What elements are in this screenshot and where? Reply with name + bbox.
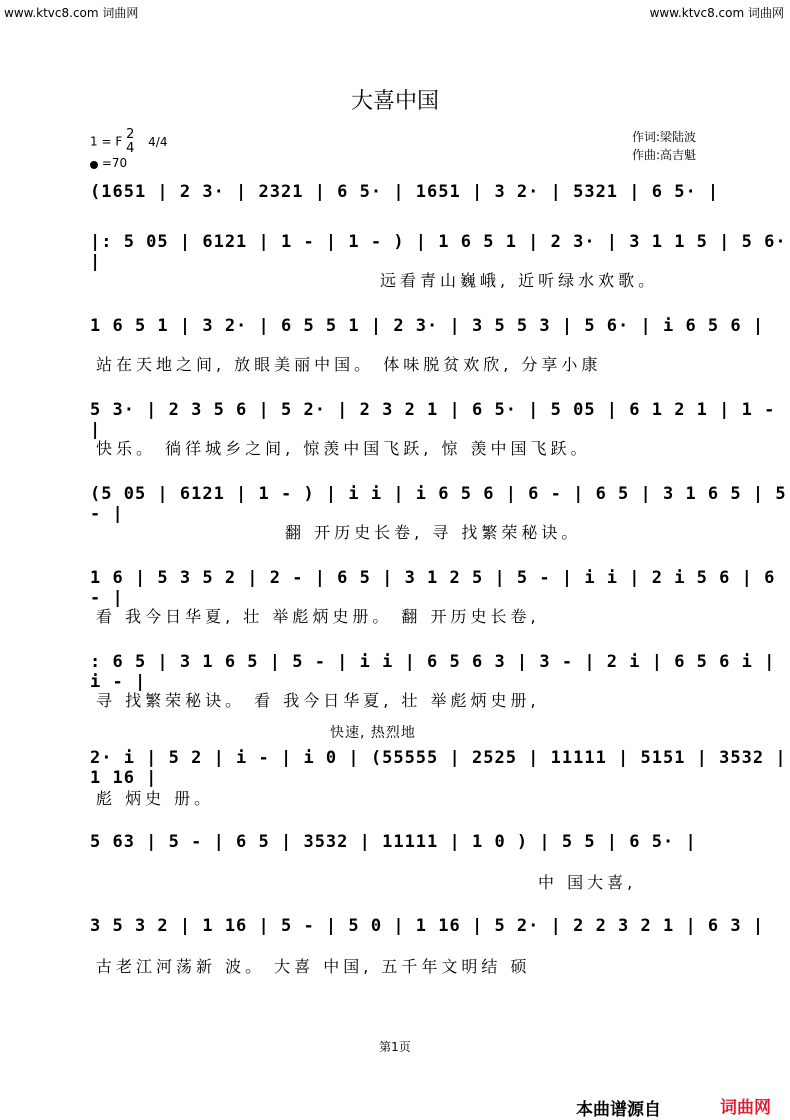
source-label: 本曲谱源自 xyxy=(576,1100,661,1120)
lyric-line-4: 快乐。 徜徉城乡之间, 惊羡中国飞跃, 惊 羡中国飞跃。 xyxy=(96,439,591,458)
score-line-1: (1651 | 2 3· | 2321 | 6 5· | 1651 | 3 2· | 5321 | 6 5· | xyxy=(90,182,720,202)
quarter-note-icon xyxy=(90,161,98,169)
tempo-marking xyxy=(90,156,127,170)
lyricist-credit: 作词:梁陆波 xyxy=(632,130,697,144)
lyric-line-8: 彪 炳史 册。 xyxy=(96,789,215,808)
site-watermark-right: www.ktvc8.com 词曲网 xyxy=(649,6,784,20)
lyric-line-7: 寻 找繁荣秘诀。 看 我今日华夏, 壮 举彪炳史册, xyxy=(96,691,540,710)
key-label: 1 = F xyxy=(90,134,123,149)
score-line-3: 1 6 5 1 | 3 2· | 6 5 5 1 | 2 3· | 3 5 5 3 | 5 6· | i 6 5 6 | xyxy=(90,316,765,336)
tempo-value: =70 xyxy=(101,156,128,170)
page-number: 第1页 xyxy=(379,1040,411,1054)
score-line-4: 5 3· | 2 3 5 6 | 5 2· | 2 3 2 1 | 6 5· | 5 05 | 6 1 2 1 | 1 - | xyxy=(90,400,776,440)
score-line-8: 2· i | 5 2 | i - | i 0 | (55555 | 2525 | 11111 | 5151 | 3532 | 1 16 | xyxy=(90,748,787,788)
score-line-9: 5 63 | 5 - | 6 5 | 3532 | 11111 | 1 0 ) | 5 5 | 6 5· | xyxy=(90,832,697,852)
song-title: 大喜中国 xyxy=(350,89,439,114)
time-denominator: 4 xyxy=(126,141,135,156)
score-line-10: 3 5 3 2 | 1 16 | 5 - | 5 0 | 1 16 | 5 2· | 2 2 3 2 1 | 6 3 | xyxy=(90,916,765,936)
score-line-2: |: 5 05 | 6121 | 1 - | 1 - ) | 1 6 5 1 | 2 3· | 3 1 1 5 | 5 6· | xyxy=(90,232,787,272)
key-signature xyxy=(90,128,167,156)
lyric-line-10: 古老江河荡新 波。 大喜 中国, 五千年文明结 硕 xyxy=(96,957,531,976)
lyric-line-6: 看 我今日华夏, 壮 举彪炳史册。 翻 开历史长卷, xyxy=(96,607,540,626)
score-line-6: 1 6 | 5 3 5 2 | 2 - | 6 5 | 3 1 2 5 | 5 - | i i | 2 i 5 6 | 6 - | xyxy=(90,568,776,608)
time-signature xyxy=(126,128,134,156)
score-line-5: (5 05 | 6121 | 1 - ) | i i | i 6 5 6 | 6 - | 6 5 | 3 1 6 5 | 5 - | xyxy=(90,484,787,524)
site-logo[interactable]: 词曲网 xyxy=(720,1098,771,1118)
lyric-line-3: 站在天地之间, 放眼美丽中国。 体味脱贫欢欣, 分享小康 xyxy=(96,355,602,374)
lyric-line-2: 远看青山巍峨, 近听绿水欢歌。 xyxy=(380,271,659,290)
composer-credit: 作曲:高吉魁 xyxy=(632,148,697,162)
lyric-line-5: 翻 开历史长卷, 寻 找繁荣秘诀。 xyxy=(285,523,582,542)
time-signature-alt: 4/4 xyxy=(148,134,168,149)
site-watermark-left: www.ktvc8.com 词曲网 xyxy=(4,6,139,20)
tempo-direction: 快速, 热烈地 xyxy=(330,725,416,741)
time-numerator: 2 xyxy=(126,127,135,142)
score-line-7: : 6 5 | 3 1 6 5 | 5 - | i i | 6 5 6 3 | 3 - | 2 i | 6 5 6 i | i - | xyxy=(90,652,776,692)
lyric-line-9: 中 国大喜, xyxy=(538,873,637,892)
